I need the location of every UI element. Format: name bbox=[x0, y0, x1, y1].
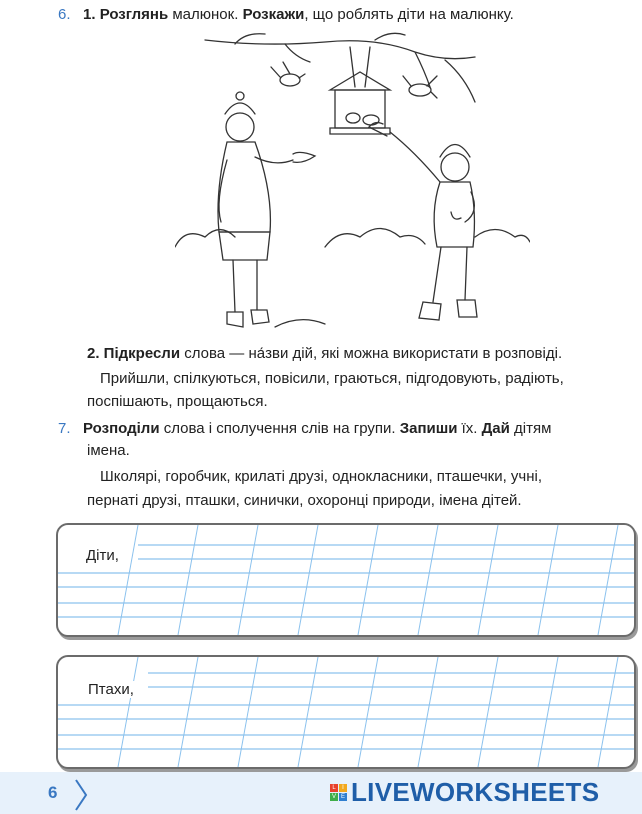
liveworksheets-logo bbox=[330, 778, 599, 806]
kids-writing-area[interactable] bbox=[56, 523, 636, 637]
task6-instruction-tell: Розкажи bbox=[242, 6, 305, 23]
task6-words-line2: поспішають, прощаються. bbox=[87, 393, 268, 410]
task6-text-2: , що роблять діти на малюнку. bbox=[304, 6, 514, 23]
task7-line2: імена. bbox=[87, 442, 130, 459]
logo-text: LIVEWORKSHEETS bbox=[351, 776, 600, 807]
task7-heading bbox=[58, 419, 551, 438]
birds-writing-area[interactable] bbox=[56, 655, 636, 769]
task7-words-line1: Школярі, горобчик, крилаті друзі, однокласники, пташечки, учні, bbox=[100, 468, 543, 485]
task7-number: 7. bbox=[58, 420, 71, 437]
task6-part2-text: слова — на́зви дій, які можна використати в розповіді. bbox=[180, 345, 563, 362]
logo-letter-e: E bbox=[340, 793, 345, 800]
birds-label: Птахи, bbox=[88, 681, 134, 698]
task7-text-3: дітям bbox=[509, 420, 552, 437]
kids-label: Діти, bbox=[86, 547, 119, 564]
task7-instruction-distribute: Розподіли bbox=[83, 420, 160, 437]
task6-instruction-underline: 2. Підкресли bbox=[87, 345, 181, 362]
birds-ruled-lines bbox=[58, 657, 634, 767]
logo-letter-v: V bbox=[331, 793, 336, 800]
task6-words-line1: Прийшли, спілкуються, повісили, граються, підгодовують, радіють, bbox=[100, 370, 564, 387]
logo-letter-l: L bbox=[330, 784, 338, 792]
task6-instruction-look: 1. Розглянь bbox=[83, 6, 169, 23]
task7-words-line2: пернаті друзі, пташки, синички, охоронці природи, імена дітей. bbox=[87, 492, 522, 509]
task6-text: малюнок. bbox=[168, 6, 243, 23]
task7-text-2: їх. bbox=[457, 420, 482, 437]
task7-text: слова і сполучення слів на групи. bbox=[159, 420, 400, 437]
logo-letter-i: I bbox=[339, 784, 347, 792]
page-number: 6 bbox=[48, 783, 58, 802]
task7-instruction-write: Запиши bbox=[399, 420, 458, 437]
task6-part2 bbox=[87, 344, 562, 363]
children-feeding-birds-illustration bbox=[175, 32, 530, 342]
task6-heading bbox=[58, 5, 514, 24]
page-tab-chevron-icon bbox=[72, 778, 92, 812]
task6-number: 6. bbox=[58, 6, 71, 23]
kids-ruled-lines bbox=[58, 525, 634, 635]
logo-mark-icon bbox=[330, 784, 347, 801]
task7-instruction-give: Дай bbox=[481, 420, 510, 437]
